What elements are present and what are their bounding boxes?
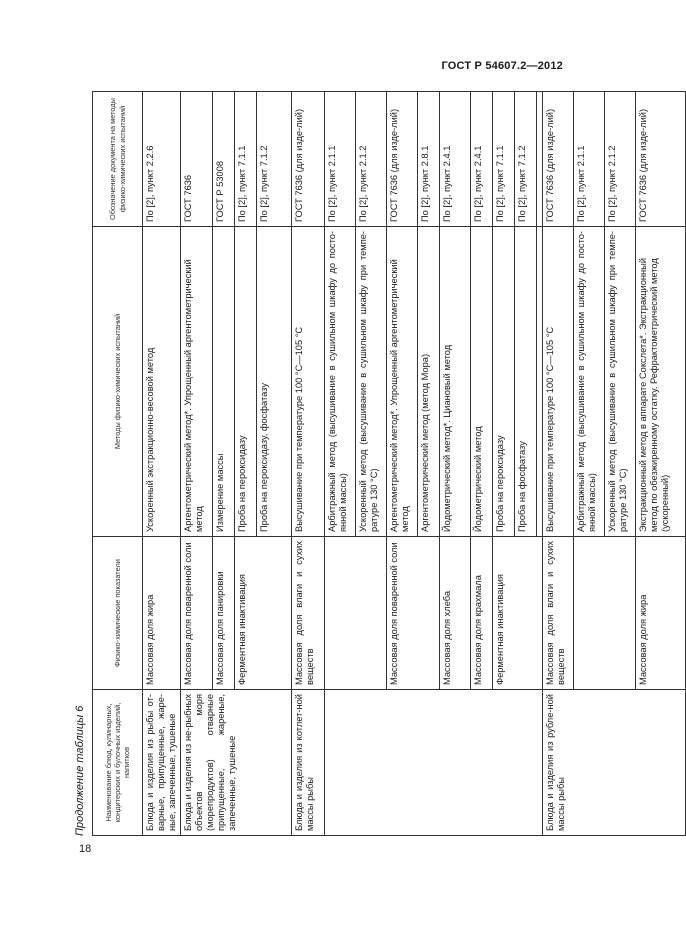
indicator-cell: Массовая доля хлеба bbox=[439, 537, 470, 690]
document-cell: По [2], пункт 7.1.2 bbox=[514, 92, 536, 227]
table-row bbox=[324, 92, 355, 836]
document-cell: По [2], пункт 2.1.2 bbox=[355, 92, 386, 227]
table-caption: Продолжение таблицы 6 bbox=[74, 705, 86, 836]
product-cell: Блюда и изделия из котлет-ной массы рыбы bbox=[291, 690, 324, 836]
method-cell: Экстракционный метод в аппарате Сокслета*. Экстракционный метод по обезжиренному остатку. Рефрактометрический метод (ускоренный) bbox=[635, 227, 685, 537]
method-cell: Аргентометрический метод*. Упрощенный аргентометрический метод bbox=[180, 227, 212, 537]
indicator-cell-empty bbox=[573, 537, 635, 690]
rotated-page-content bbox=[74, 92, 670, 836]
methods-table bbox=[92, 91, 686, 836]
column-header-methods: Методы физико-химических испытаний bbox=[93, 227, 143, 537]
column-header-products: Наименование блюд, кулинарных, кондитерских и булочных изделий, напитков bbox=[93, 690, 143, 836]
page-number: 18 bbox=[79, 843, 92, 855]
document-cell: ГОСТ Р 53008 bbox=[212, 92, 234, 227]
document-cell: По [2], пункт 2.1.2 bbox=[604, 92, 635, 227]
method-cell: Арбитражный метод (высушивание в сушильном шкафу до посто-янной массы) bbox=[573, 227, 604, 537]
indicator-cell: Массовая доля крахмала bbox=[470, 537, 492, 690]
indicator-cell: Массовая доля панировки bbox=[212, 537, 234, 690]
indicator-cell-empty bbox=[324, 537, 386, 690]
product-cell: Блюда и изделия из рубле-ной массы рыбы bbox=[542, 690, 685, 836]
method-cell: Аргентометрический метод*. Упрощенный аргентометрический метод bbox=[386, 227, 417, 537]
indicator-cell: Ферментная инактивация bbox=[234, 537, 291, 690]
method-cell: Проба на фосфатазу bbox=[514, 227, 536, 537]
column-header-document: Обозначение документа на методы физико-химических испытаний bbox=[93, 92, 143, 227]
method-cell: Проба на пероксидазу bbox=[492, 227, 514, 537]
document-cell: По [2], пункт 2.1.1 bbox=[324, 92, 355, 227]
document-cell: По [2], пункт 2.4.1 bbox=[439, 92, 470, 227]
document-cell: ГОСТ 7636 (для изде-лий) bbox=[542, 92, 573, 227]
method-cell: Измерение массы bbox=[212, 227, 234, 537]
document-cell: ГОСТ 7636 (для изде-лий) bbox=[635, 92, 685, 227]
product-cell: Блюда и изделия из не-рыбных объектов моря (морепродуктов) отварные припущенные, жареные, запеченные, тушеные bbox=[180, 690, 291, 836]
document-cell: ГОСТ 7636 (для изде-лий) bbox=[386, 92, 417, 227]
table-row bbox=[180, 92, 212, 836]
method-cell: Ускоренный метод (высушивание в сушильном шкафу при темпе-ратуре 130 °С) bbox=[604, 227, 635, 537]
indicator-cell: Массовая доля влаги и сухих веществ bbox=[291, 537, 324, 690]
method-cell: Ускоренный метод (высушивание в сушильном шкафу при темпе-ратуре 130 °С) bbox=[355, 227, 386, 537]
table-row bbox=[542, 92, 573, 836]
document-cell: По [2], пункт 2.2.6 bbox=[143, 92, 181, 227]
method-cell: Высушивание при температуре 100 °С—105 °С bbox=[542, 227, 573, 537]
document-cell: По [2], пункт 2.4.1 bbox=[470, 92, 492, 227]
method-cell: Проба на пероксидазу bbox=[234, 227, 256, 537]
indicator-cell: Ферментная инактивация bbox=[492, 537, 542, 690]
document-cell: По [2], пункт 7.1.1 bbox=[492, 92, 514, 227]
method-cell: Аргентометрический метод (метод Мора) bbox=[417, 227, 439, 537]
method-cell: Проба на пероксидазу, фосфатазу bbox=[256, 227, 291, 537]
table-row bbox=[143, 92, 181, 836]
product-cell-empty bbox=[324, 690, 542, 836]
method-cell: Йодометрический метод bbox=[470, 227, 492, 537]
method-cell: Высушивание при температуре 100 °С—105 °С bbox=[291, 227, 324, 537]
method-cell: Ускоренный экстракционно-весовой метод bbox=[143, 227, 181, 537]
table-row bbox=[291, 92, 324, 836]
method-cell: Арбитражный метод (высушивание в сушильном шкафу до посто-янной массы) bbox=[324, 227, 355, 537]
document-cell: ГОСТ 7636 bbox=[180, 92, 212, 227]
indicator-cell: Массовая доля поваренной соли bbox=[180, 537, 212, 690]
indicator-cell: Массовая доля влаги и сухих веществ bbox=[542, 537, 573, 690]
indicator-cell: Массовая доля жира bbox=[635, 537, 685, 690]
document-cell: По [2], пункт 7.1.2 bbox=[256, 92, 291, 227]
column-header-indicators: Физико-химические показатели bbox=[93, 537, 143, 690]
document-cell: По [2], пункт 2.1.1 bbox=[573, 92, 604, 227]
document-cell: ГОСТ 7636 (для изде-лий) bbox=[291, 92, 324, 227]
document-cell: По [2], пункт 7.1.1 bbox=[234, 92, 256, 227]
document-header: ГОСТ Р 54607.2—2012 bbox=[441, 60, 563, 72]
method-cell: Йодометрический метод*. Циановый метод bbox=[439, 227, 470, 537]
product-cell: Блюда и изделия из рыбы от-варные, припущенные, жаре-ные, запеченные, тушеные bbox=[143, 690, 181, 836]
indicator-cell: Массовая доля жира bbox=[143, 537, 181, 690]
table-header-row bbox=[93, 92, 143, 836]
indicator-cell: Массовая доля поваренной соли bbox=[386, 537, 439, 690]
document-cell: По [2], пункт 2.8.1 bbox=[417, 92, 439, 227]
